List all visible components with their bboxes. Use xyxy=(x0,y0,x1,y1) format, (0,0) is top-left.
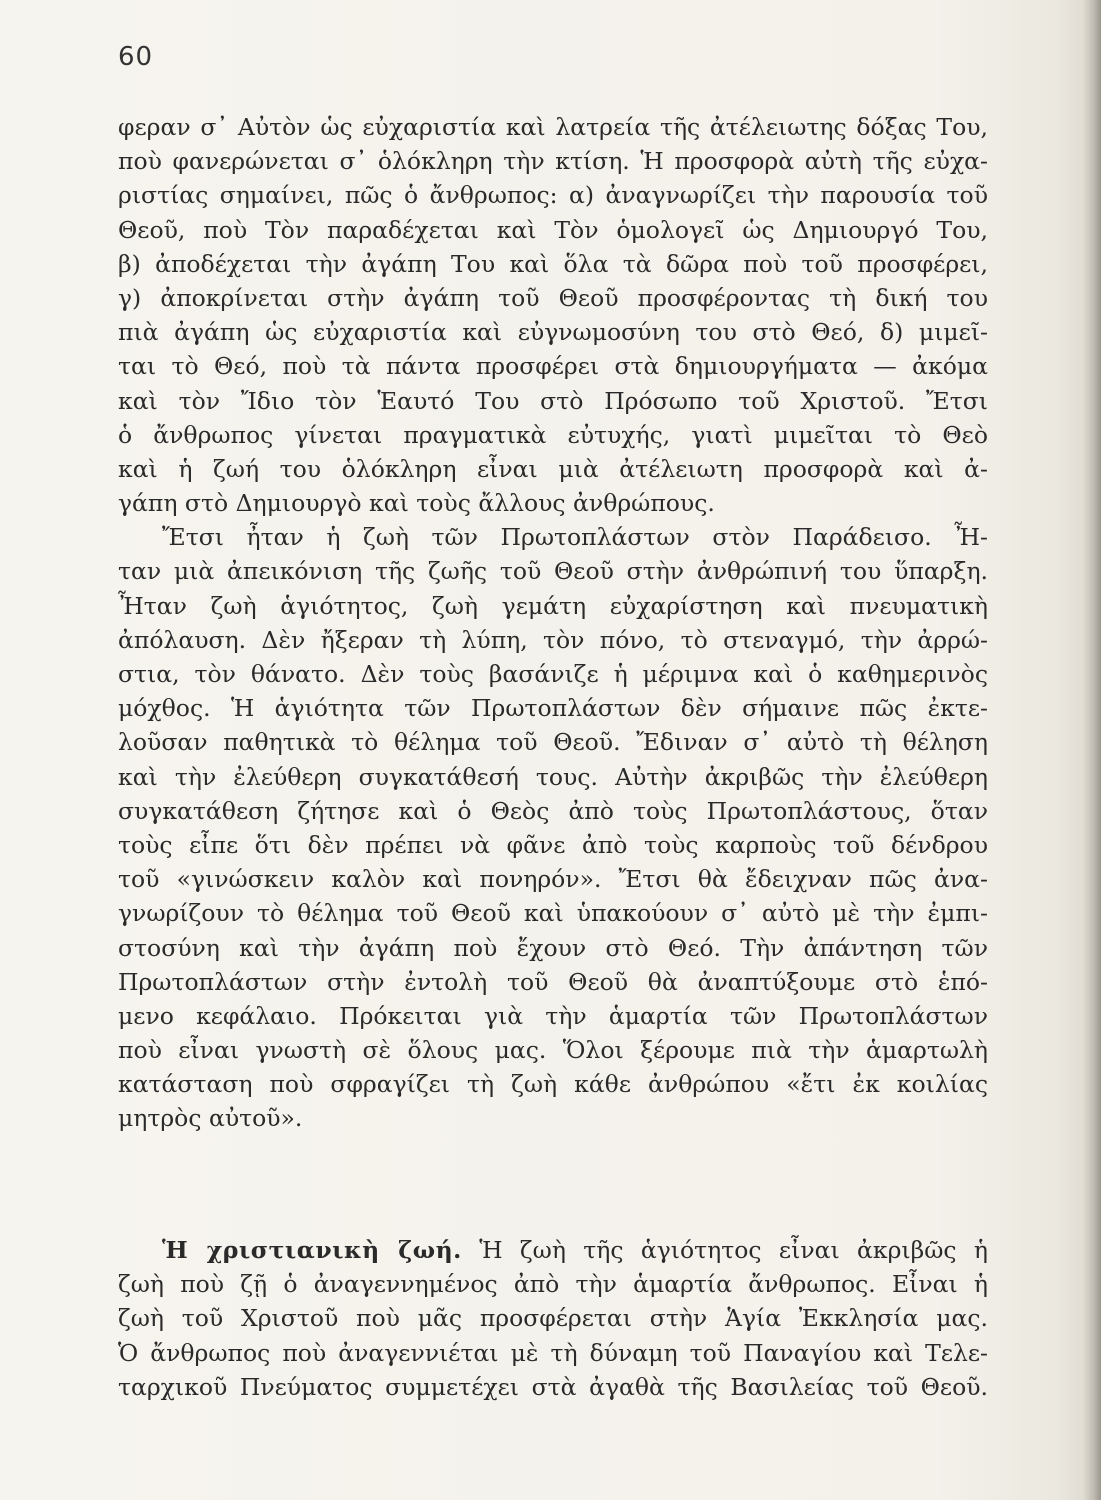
paragraph-2 xyxy=(118,520,988,1135)
text-line: β) ἀποδέχεται τὴν ἀγάπη Του καὶ ὅλα τὰ δῶρα ποὺ τοῦ προσφέρει, xyxy=(118,249,988,278)
section-first-line xyxy=(118,1233,988,1267)
text-line: ται τὸ Θεό, ποὺ τὰ πάντα προσφέρει στὰ δημιουργήματα — ἀκόμα xyxy=(118,352,988,381)
text-line: τοῦ «γινώσκειν καλὸν καὶ πονηρόν». Ἔτσι θὰ ἔδειχναν πῶς ἀνα- xyxy=(118,865,988,894)
text-line: ριστίας σημαίνει, πῶς ὁ ἄνθρωπος: α) ἀναγνωρίζει τὴν παρουσία τοῦ xyxy=(118,181,988,210)
text-line: Ἦταν ζωὴ ἁγιότητος, ζωὴ γεμάτη εὐχαρίστηση καὶ πνευματικὴ xyxy=(118,591,988,620)
body-text xyxy=(118,110,988,1136)
text-line: κατάσταση ποὺ σφραγίζει τὴ ζωὴ κάθε ἀνθρώπου «ἔτι ἐκ κοιλίας xyxy=(118,1070,988,1099)
text-line: Πρωτοπλάστων στὴν ἐντολὴ τοῦ Θεοῦ θὰ ἀναπτύξουμε στὸ ἑπό- xyxy=(118,967,988,996)
text-line: καὶ τὴν ἐλεύθερη συγκατάθεσή τους. Αὐτὴν ἀκριβῶς τὴν ἐλεύθερη xyxy=(118,762,988,791)
text-line: ζωὴ τοῦ Χριστοῦ ποὺ μᾶς προσφέρεται στὴν Ἁγία Ἐκκλησία μας. xyxy=(118,1304,988,1333)
text-line: Ὁ ἄνθρωπος ποὺ ἀναγεννιέται μὲ τὴ δύναμη τοῦ Παναγίου καὶ Τελε- xyxy=(118,1338,988,1367)
page-binding-shadow xyxy=(1083,0,1101,1500)
text-line: στοσύνη καὶ τὴν ἀγάπη ποὺ ἔχουν στὸ Θεό. Τὴν ἀπάντηση τῶν xyxy=(118,933,988,962)
text-line: γ) ἀποκρίνεται στὴν ἀγάπη τοῦ Θεοῦ προσφέροντας τὴ δική του xyxy=(118,283,988,312)
text-line: γνωρίζουν τὸ θέλημα τοῦ Θεοῦ καὶ ὑπακούουν σ᾿ αὐτὸ μὲ τὴν ἐμπι- xyxy=(118,899,988,928)
text-line: Θεοῦ, ποὺ Τὸν παραδέχεται καὶ Τὸν ὁμολογεῖ ὡς Δημιουργό Του, xyxy=(118,215,988,244)
text-line: Ἔτσι ἦταν ἡ ζωὴ τῶν Πρωτοπλάστων στὸν Παράδεισο. Ἦ- xyxy=(162,523,988,552)
text-line: μενο κεφάλαιο. Πρόκειται γιὰ τὴν ἁμαρτία τῶν Πρωτοπλάστων xyxy=(118,1001,988,1030)
text-line: ποὺ φανερώνεται σ᾿ ὁλόκληρη τὴν κτίση. Ἡ προσφορὰ αὐτὴ τῆς εὐχα- xyxy=(118,147,988,176)
text-line: καὶ τὸν Ἴδιο τὸν Ἑαυτό Του στὸ Πρόσωπο τοῦ Χριστοῦ. Ἔτσι xyxy=(118,386,988,415)
text-line: λοῦσαν παθητικὰ τὸ θέλημα τοῦ Θεοῦ. Ἔδιναν σ᾿ αὐτὸ τὴ θέληση xyxy=(118,728,988,757)
page-number: 60 xyxy=(118,42,154,72)
text-line: μητρὸς αὐτοῦ». xyxy=(118,1104,303,1133)
text-line: ταρχικοῦ Πνεύματος συμμετέχει στὰ ἀγαθὰ τῆς Βασιλείας τοῦ Θεοῦ. xyxy=(118,1372,988,1401)
text-line: ζωὴ ποὺ ζῇ ὁ ἀναγεννημένος ἀπὸ τὴν ἁμαρτία ἄνθρωπος. Εἶναι ἡ xyxy=(118,1270,988,1299)
text-line: φεραν σ᾿ Αὐτὸν ὡς εὐχαριστία καὶ λατρεία τῆς ἀτέλειωτης δόξας Του, xyxy=(118,113,988,141)
text-line: ταν μιὰ ἀπεικόνιση τῆς ζωῆς τοῦ Θεοῦ στὴν ἀνθρώπινή του ὕπαρξη. xyxy=(118,557,988,586)
paragraph-1 xyxy=(118,110,988,520)
section-first-line-text: Ἡ ζωὴ τῆς ἁγιότητος εἶναι ἀκριβῶς ἡ xyxy=(461,1236,988,1264)
text-line: στια, τὸν θάνατο. Δὲν τοὺς βασάνιζε ἡ μέριμνα καὶ ὁ καθημερινὸς xyxy=(118,660,988,688)
text-line: γάπη στὸ Δημιουργὸ καὶ τοὺς ἄλλους ἀνθρώπους. xyxy=(118,489,715,518)
text-line: ἀπόλαυση. Δὲν ἤξεραν τὴ λύπη, τὸν πόνο, τὸ στεναγμό, τὴν ἀρρώ- xyxy=(118,625,988,654)
text-line: καὶ ἡ ζωή του ὁλόκληρη εἶναι μιὰ ἀτέλειωτη προσφορὰ καὶ ἀ- xyxy=(118,454,988,483)
text-line: πιὰ ἀγάπη ὡς εὐχαριστία καὶ εὐγνωμοσύνη του στὸ Θεό, δ) μιμεῖ- xyxy=(118,318,988,347)
text-line: τοὺς εἶπε ὅτι δὲν πρέπει νὰ φᾶνε ἀπὸ τοὺς καρποὺς τοῦ δένδρου xyxy=(118,830,988,859)
section-heading: Ἡ χριστιανικὴ ζωή. xyxy=(162,1236,462,1264)
text-line: ποὺ εἶναι γνωστὴ σὲ ὅλους μας. Ὅλοι ξέρουμε πιὰ τὴν ἁμαρτωλὴ xyxy=(118,1036,988,1065)
text-line: μόχθος. Ἡ ἁγιότητα τῶν Πρωτοπλάστων δὲν σήμαινε πῶς ἐκτε- xyxy=(118,694,988,723)
text-line: συγκατάθεση ζήτησε καὶ ὁ Θεὸς ἀπὸ τοὺς Πρωτοπλάστους, ὅταν xyxy=(118,796,988,825)
text-line: ὁ ἄνθρωπος γίνεται πραγματικὰ εὐτυχής, γιατὶ μιμεῖται τὸ Θεὸ xyxy=(118,420,988,449)
section-christian-life xyxy=(118,1233,988,1404)
